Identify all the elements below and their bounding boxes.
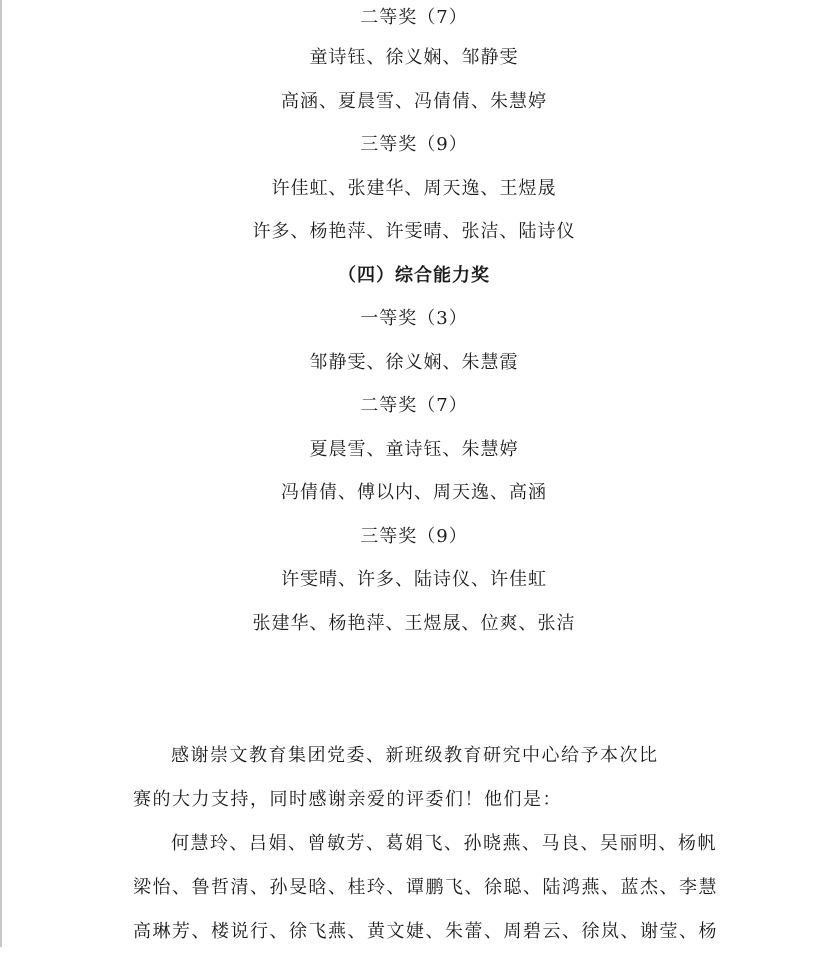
award-names: 高涵、夏晨雪、冯倩倩、朱慧婷 bbox=[281, 90, 547, 112]
award-names: 许多、杨艳萍、许雯晴、张洁、陆诗仪 bbox=[252, 221, 576, 242]
judges-line: 梁怡、鲁哲清、孙旻晗、桂玲、谭鹏飞、徐聪、陆鸿燕、蓝杰、李慧 bbox=[133, 877, 718, 898]
judges-line: 何慧玲、吕娟、曾敏芳、葛娟飞、孙晓燕、马良、吴丽明、杨帆 bbox=[171, 833, 717, 854]
award-tier: 二等奖（7） bbox=[360, 7, 468, 28]
award-names: 冯倩倩、傅以内、周天逸、高涵 bbox=[281, 482, 547, 503]
award-names: 许雯晴、许多、陆诗仪、许佳虹 bbox=[281, 569, 547, 590]
award-tier: 三等奖（9） bbox=[360, 525, 468, 547]
award-tier: 一等奖（3） bbox=[360, 308, 468, 329]
award-tier: 三等奖（9） bbox=[360, 134, 468, 155]
award-names: 邹静雯、徐义娴、朱慧霞 bbox=[309, 351, 519, 373]
award-names: 许佳虹、张建华、周天逸、王煜晟 bbox=[271, 177, 557, 199]
award-names: 张建华、杨艳萍、王煜晟、位爽、张洁 bbox=[252, 612, 576, 634]
award-names: 童诗钰、徐义娴、邹静雯 bbox=[309, 47, 519, 68]
thanks-line: 感谢崇文教育集团党委、新班级教育研究中心给予本次比 bbox=[171, 745, 659, 766]
award-tier: 二等奖（7） bbox=[360, 395, 468, 416]
award-names: 夏晨雪、童诗钰、朱慧婷 bbox=[309, 438, 519, 460]
judges-line: 高琳芳、楼说行、徐飞燕、黄文婕、朱蕾、周碧云、徐岚、谢莹、杨 bbox=[133, 921, 718, 942]
thanks-line: 赛的大力支持，同时感谢亲爱的评委们！他们是： bbox=[133, 789, 562, 810]
section-heading: （四）综合能力奖 bbox=[338, 264, 490, 286]
thanks-paragraph bbox=[133, 734, 718, 954]
